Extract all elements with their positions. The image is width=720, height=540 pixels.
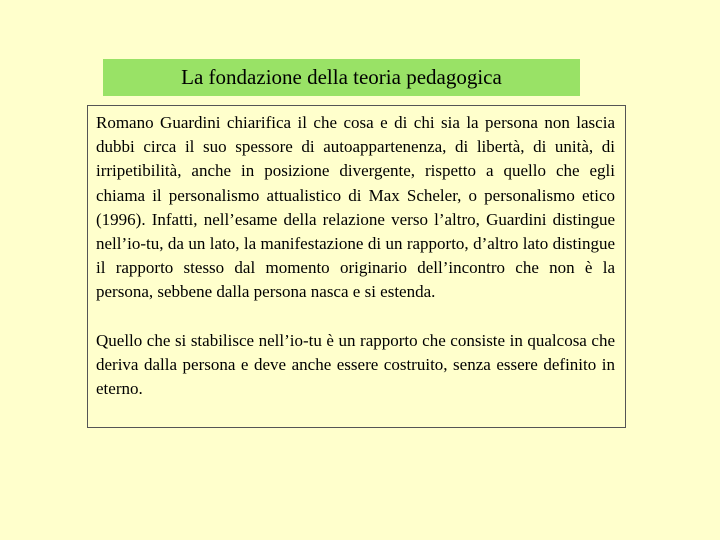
text-box [87, 105, 626, 428]
paragraph-2: Quello che si stabilisce nell’io-tu è un rapporto che consiste in qualcosa che deriva dalla persona e deve anche essere costruito, senza essere definito in eterno. [96, 330, 615, 399]
paragraph-1: Romano Guardini chiarifica il che cosa e di chi sia la persona non lascia dubbi circa il suo spessore di autoappartenenza, di libertà, di unità, di irripetibilità, anche in posizione divergente, rispetto a quello che egli chiama il personalismo attualistico di Max Scheler, o personalismo etico (1996). Infatti, nell’esame della relazione verso l’altro, Guardini distingue nell’io-tu, da un lato, la manifestazione di un rapporto, d’altro lato distingue il rapporto stesso dal momento originario dell’incontro che non è la persona, sebbene dalla persona nasca e si estenda. [96, 113, 615, 302]
slide-title: La fondazione della teoria pedagogica [103, 59, 580, 96]
